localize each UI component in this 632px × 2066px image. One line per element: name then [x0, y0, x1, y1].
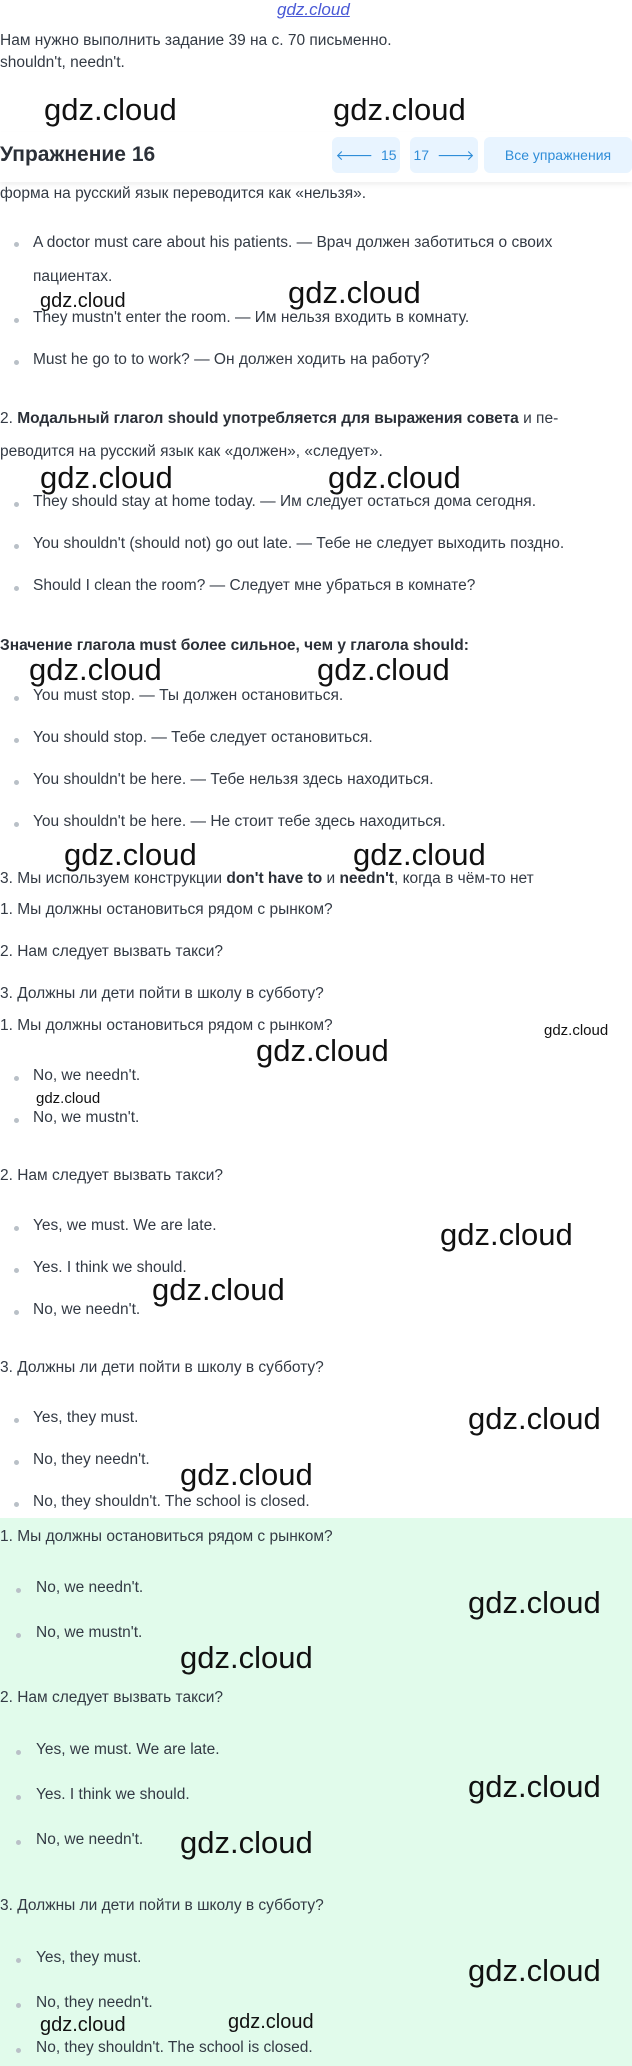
- list-item: No, we needn't.: [33, 1067, 141, 1084]
- list-item: Yes, they must.: [33, 1409, 139, 1426]
- list-item: No, we needn't.: [36, 1579, 144, 1596]
- bullet: [16, 1958, 21, 1963]
- bullet: [16, 2048, 21, 2053]
- list-item: A doctor must care about his patients. — Врач должен заботиться о своих: [33, 234, 553, 251]
- list-item: No, they needn't.: [36, 1994, 153, 2011]
- watermark: gdz.cloud: [180, 1640, 313, 1675]
- bullet: [14, 1460, 19, 1465]
- bullet: [16, 1633, 21, 1638]
- list-item: They mustn't enter the room. — Им нельзя входить в комнату.: [33, 309, 470, 326]
- arrow-left-icon: 🡐: [335, 147, 373, 163]
- watermark: gdz.cloud: [353, 837, 486, 872]
- bullet: [14, 1418, 19, 1423]
- theory-should-line-1: 2. Модальный глагол should употребляется для выражения совета и пе-: [0, 410, 559, 427]
- watermark: gdz.cloud: [64, 837, 197, 872]
- intro-line-1: Нам нужно выполнить задание 39 на с. 70 письменно.: [0, 32, 392, 49]
- watermark: gdz.cloud: [40, 460, 173, 495]
- question-2: 2. Нам следует вызвать такси?: [0, 943, 224, 960]
- bullet: [14, 780, 19, 785]
- list-item: Yes. I think we should.: [33, 1259, 187, 1276]
- answer-question-2: 2. Нам следует вызвать такси?: [0, 1689, 224, 1706]
- arrow-right-icon: 🡒: [437, 147, 475, 163]
- bullet: [14, 696, 19, 701]
- list-item: No, we needn't.: [33, 1301, 141, 1318]
- bullet: [14, 1310, 19, 1315]
- bullet: [14, 360, 19, 365]
- theory-must-line: форма на русский язык переводится как «нельзя».: [0, 185, 367, 202]
- watermark: gdz.cloud: [40, 2014, 126, 2036]
- next-exercise-label: 17: [413, 147, 430, 163]
- list-item: No, they shouldn't. The school is closed.: [33, 1493, 310, 1510]
- watermark: gdz.cloud: [317, 652, 450, 687]
- watermark: gdz.cloud: [333, 92, 466, 127]
- watermark: gdz.cloud: [544, 1022, 609, 1039]
- answer-question-3: 3. Должны ли дети пойти в школу в субботу?: [0, 1897, 324, 1914]
- watermark: gdz.cloud: [288, 275, 421, 310]
- watermark: gdz.cloud: [228, 2011, 314, 2033]
- list-item: No, we mustn't.: [36, 1624, 143, 1641]
- list-item: Yes, we must. We are late.: [33, 1217, 217, 1234]
- list-item: No, they needn't.: [33, 1451, 150, 1468]
- watermark: gdz.cloud: [29, 652, 162, 687]
- list-item: No, we needn't.: [36, 1831, 144, 1848]
- theory-should-line-2: реводится на русский язык как «должен», «следует».: [0, 443, 383, 460]
- bullet: [14, 318, 19, 323]
- watermark: gdz.cloud: [468, 1953, 601, 1988]
- prev-exercise-button[interactable]: [332, 137, 400, 173]
- bullet: [14, 1118, 19, 1123]
- list-item: They should stay at home today. — Им следует остаться дома сегодня.: [33, 493, 537, 510]
- list-item: You shouldn't be here. — Тебе нельзя здесь находиться.: [33, 771, 434, 788]
- bullet: [14, 586, 19, 591]
- bullet: [14, 1502, 19, 1507]
- watermark: gdz.cloud: [328, 460, 461, 495]
- bullet: [14, 1268, 19, 1273]
- top-watermark: gdz.cloud: [277, 0, 350, 19]
- list-item: You should stop. — Тебе следует остановиться.: [33, 729, 373, 746]
- question-1: 1. Мы должны остановиться рядом с рынком?: [0, 901, 333, 918]
- answer-question-1: 1. Мы должны остановиться рядом с рынком?: [0, 1528, 333, 1545]
- watermark: gdz.cloud: [180, 1457, 313, 1492]
- list-item: You shouldn't be here. — Не стоит тебе здесь находиться.: [33, 813, 446, 830]
- list-item: Yes, they must.: [36, 1949, 142, 1966]
- list-item: You must stop. — Ты должен остановиться.: [33, 687, 344, 704]
- watermark: gdz.cloud: [180, 1825, 313, 1860]
- bullet: [16, 1588, 21, 1593]
- answer-question-1: 1. Мы должны остановиться рядом с рынком?: [0, 1017, 333, 1034]
- bullet: [14, 1076, 19, 1081]
- watermark: gdz.cloud: [468, 1769, 601, 1804]
- list-item: Should I clean the room? — Следует мне убраться в комнате?: [33, 577, 476, 594]
- list-item: You shouldn't (should not) go out late. — Тебе не следует выходить поздно.: [33, 535, 565, 552]
- watermark: gdz.cloud: [152, 1272, 285, 1307]
- answer-question-2: 2. Нам следует вызвать такси?: [0, 1167, 224, 1184]
- bullet: [16, 1840, 21, 1845]
- bullet: [14, 242, 19, 247]
- bullet: [14, 502, 19, 507]
- list-item: No, they shouldn't. The school is closed.: [36, 2039, 313, 2056]
- answer-question-3: 3. Должны ли дети пойти в школу в субботу?: [0, 1359, 324, 1376]
- bullet: [14, 822, 19, 827]
- watermark: gdz.cloud: [468, 1585, 601, 1620]
- theory-point-3: 3. Мы используем конструкции don't have to и needn't, когда в чём-то нет: [0, 870, 534, 887]
- bullet: [16, 1795, 21, 1800]
- all-exercises-button[interactable]: Все упражнения: [484, 137, 632, 173]
- bullet: [16, 2003, 21, 2008]
- watermark: gdz.cloud: [40, 290, 126, 312]
- watermark: gdz.cloud: [256, 1033, 389, 1068]
- list-item-continued: пациентах.: [33, 268, 113, 285]
- bullet: [14, 738, 19, 743]
- bullet: [16, 1750, 21, 1755]
- next-exercise-button[interactable]: [410, 137, 478, 173]
- watermark: gdz.cloud: [44, 92, 177, 127]
- list-item: Must he go to to work? — Он должен ходить на работу?: [33, 351, 430, 368]
- page-title: Упражнение 16: [0, 143, 156, 166]
- prev-exercise-label: 15: [380, 147, 397, 163]
- question-3: 3. Должны ли дети пойти в школу в субботу?: [0, 985, 324, 1002]
- compare-heading: Значение глагола must более сильное, чем у глагола should:: [0, 637, 469, 654]
- watermark: gdz.cloud: [440, 1217, 573, 1252]
- list-item: Yes. I think we should.: [36, 1786, 190, 1803]
- bullet: [14, 544, 19, 549]
- list-item: Yes, we must. We are late.: [36, 1741, 220, 1758]
- watermark: gdz.cloud: [36, 1090, 101, 1107]
- list-item: No, we mustn't.: [33, 1109, 140, 1126]
- bullet: [14, 1226, 19, 1231]
- intro-line-2: shouldn't, needn't.: [0, 54, 125, 71]
- watermark: gdz.cloud: [468, 1401, 601, 1436]
